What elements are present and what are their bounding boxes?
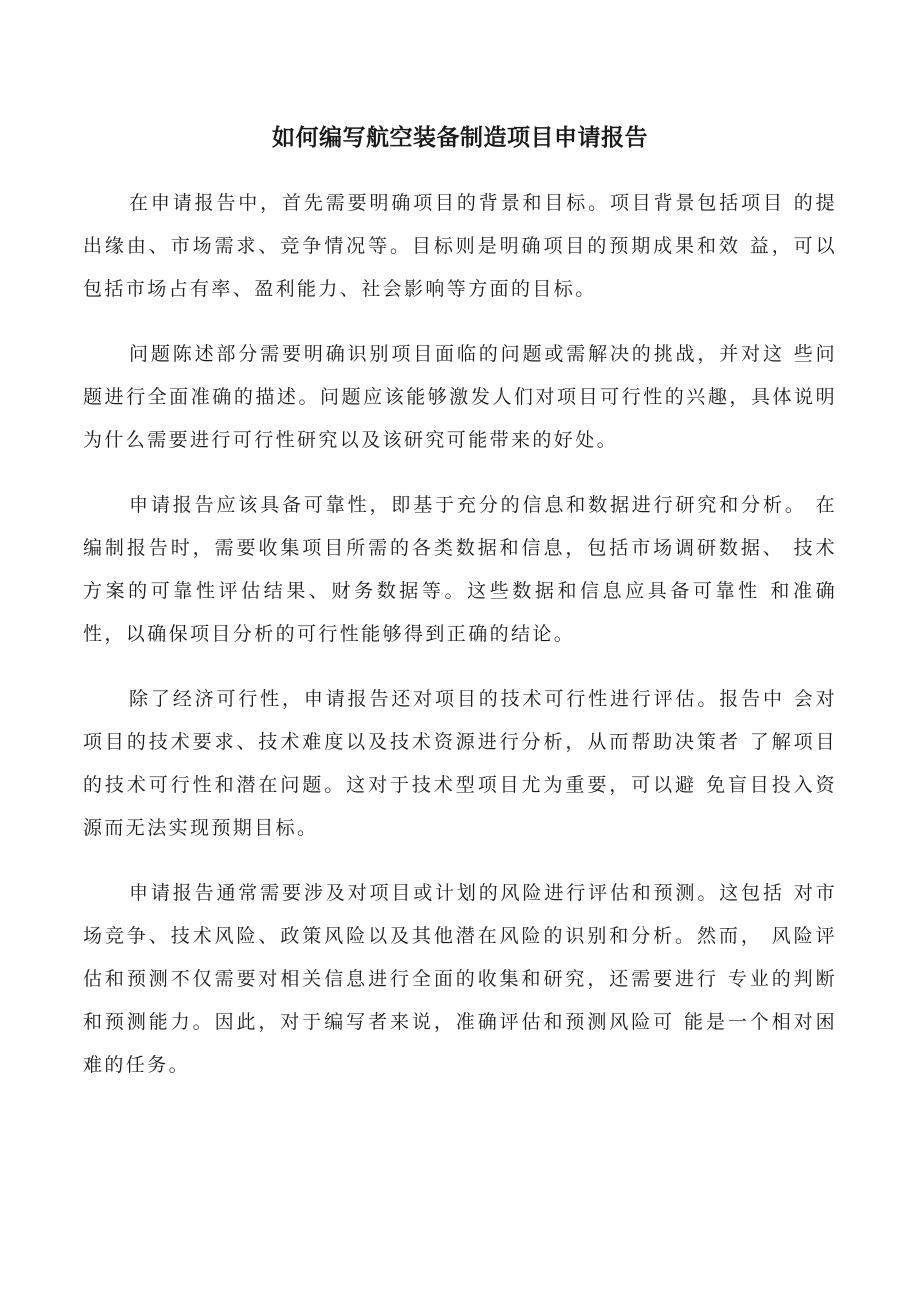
document-body xyxy=(83,182,837,1109)
paragraph-risk-assessment: 申请报告通常需要涉及对项目或计划的风险进行评估和预测。这包括 对市场竞争、技术风险、政策风险以及其他潜在风险的识别和分析。然而， 风险评估和预测不仅需要对相关信息进行全面的收集和研究，还需要进行 专业的判断和预测能力。因此，对于编写者来说，准确评估和预测风险可 能是一个相对困难的任务。 xyxy=(83,882,837,1076)
paragraph-background: 在申请报告中，首先需要明确项目的背景和目标。项目背景包括项目 的提出缘由、市场需求、竞争情况等。目标则是明确项目的预期成果和效 益，可以包括市场占有率、盈利能力、社会影响等方面的目标。 xyxy=(83,192,837,300)
paragraph-technical-feasibility: 除了经济可行性，申请报告还对项目的技术可行性进行评估。报告中 会对项目的技术要求、技术难度以及技术资源进行分析，从而帮助决策者 了解项目的技术可行性和潜在问题。这对于技术型项目尤为重要，可以避 免盲目投入资源而无法实现预期目标。 xyxy=(83,688,837,839)
document-title: 如何编写航空装备制造项目申请报告 xyxy=(272,125,648,151)
paragraph-problem-statement: 问题陈述部分需要明确识别项目面临的问题或需解决的挑战，并对这 些问题进行全面准确的描述。问题应该能够激发人们对项目可行性的兴趣，具体说明为什么需要进行可行性研究以及该研究可能带来的好处。 xyxy=(83,343,837,451)
paragraph-reliability: 申请报告应该具备可靠性，即基于充分的信息和数据进行研究和分析。 在编制报告时，需要收集项目所需的各类数据和信息，包括市场调研数据、 技术方案的可靠性评估结果、财务数据等。这些数据和信息应具备可靠性 和准确性，以确保项目分析的可行性能够得到正确的结论。 xyxy=(83,494,837,645)
